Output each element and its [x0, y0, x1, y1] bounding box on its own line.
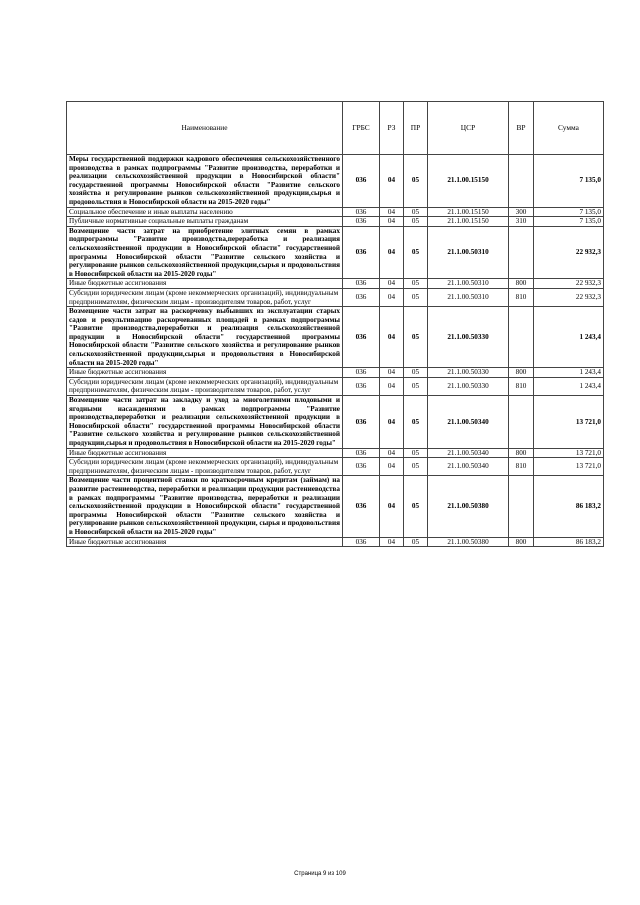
- cell-grbs: 036: [343, 377, 380, 395]
- cell-csr: 21.1.00.50330: [428, 377, 509, 395]
- cell-rz: 04: [380, 279, 404, 289]
- cell-sum: 13 721,0: [534, 458, 604, 476]
- cell-rz: 04: [380, 537, 404, 547]
- table-row: [67, 155, 604, 208]
- cell-rz: 04: [380, 155, 404, 208]
- budget-table: [66, 101, 604, 547]
- cell-name: Публичные нормативные социальные выплаты гражданам: [67, 217, 343, 227]
- cell-csr: 21.1.00.15150: [428, 207, 509, 217]
- cell-csr: 21.1.00.50310: [428, 226, 509, 279]
- cell-vr: [509, 307, 534, 368]
- table-row: [67, 307, 604, 368]
- table-row: [67, 288, 604, 306]
- table-row: [67, 377, 604, 395]
- cell-name: Возмещение части процентной ставки по краткосрочным кредитам (займам) на развитие растениеводства, переработки и реализации продукции растениеводства в рамках подпрограммы "Развитие производства, переработки и реализации сельскохозяйственной продукции в Новосибирской области" государственной программы Новосибирской области "Развитие сельского хозяйства и регулирование рынков сельскохозяйственной продукции, сырья и продовольствия в Новосибирской области на 2015-2020 годы": [67, 476, 343, 537]
- cell-vr: 800: [509, 279, 534, 289]
- cell-name: Возмещение части затрат на приобретение элитных семян в рамках подпрограммы "Развитие производства,переработка и реализация сельскохозяйственной продукции в Новосибирской области" государственной программы Новосибирской области "Развитие сельского хозяйства и регулирование рынков сельскохозяйственной продукции,сырья и продовольствия в Новосибирской области на 2015-2020 годы": [67, 226, 343, 279]
- cell-pr: 05: [404, 226, 428, 279]
- cell-pr: 05: [404, 396, 428, 449]
- cell-pr: 05: [404, 217, 428, 227]
- cell-grbs: 036: [343, 476, 380, 537]
- table-row: [67, 476, 604, 537]
- cell-sum: 7 135,0: [534, 155, 604, 208]
- cell-rz: 04: [380, 307, 404, 368]
- cell-grbs: 036: [343, 226, 380, 279]
- cell-csr: 21.1.00.50330: [428, 368, 509, 378]
- cell-name: Субсидии юридическим лицам (кроме некоммерческих организаций), индивидуальным предпринимателям, физическим лицам - производителям товаров, работ, услуг: [67, 377, 343, 395]
- cell-vr: 800: [509, 368, 534, 378]
- table-row: [67, 207, 604, 217]
- cell-name: Иные бюджетные ассигнования: [67, 537, 343, 547]
- cell-name: Иные бюджетные ассигнования: [67, 368, 343, 378]
- cell-name: Субсидии юридическим лицам (кроме некоммерческих организаций), индивидуальным предпринимателям, физическим лицам - производителям товаров, работ, услуг: [67, 288, 343, 306]
- cell-name: Субсидии юридическим лицам (кроме некоммерческих организаций), индивидуальным предпринимателям, физическим лицам - производителям товаров, работ, услуг: [67, 458, 343, 476]
- cell-rz: 04: [380, 226, 404, 279]
- table-body: [67, 155, 604, 547]
- cell-csr: 21.1.00.50340: [428, 396, 509, 449]
- header-sum: Сумма: [534, 102, 604, 155]
- header-vr: ВР: [509, 102, 534, 155]
- cell-vr: 800: [509, 448, 534, 458]
- header-rz: РЗ: [380, 102, 404, 155]
- cell-name: Возмещение части затрат на раскорчевку выбывших из эксплуатации старых садов и рекультивацию раскорчеванных площадей в рамках подпрограммы "Развитие производства,переработки и реализация сельскохозяйственной продукции в Новосибирской области" государственной программы Новосибирской области "Развитие сельского хозяйства и регулирование рынков сельскохозяйственной продукции,сырья и продовольствия в Новосибирской области на 2015-2020 годы": [67, 307, 343, 368]
- page-number: Страница 9 из 109: [294, 871, 346, 877]
- table-row: [67, 458, 604, 476]
- cell-sum: 22 932,3: [534, 226, 604, 279]
- cell-sum: 22 932,3: [534, 279, 604, 289]
- cell-csr: 21.1.00.50380: [428, 476, 509, 537]
- cell-name: Меры государственной поддержки кадрового обеспечения сельскохозяйственного производства в рамках подпрограммы "Развитие производства, переработки и реализации сельскохозяйственной продукции в Новосибирской области" государственной программы Новосибирской области "Развитие сельского хозяйства и регулирование рынков сельскохозяйственной продукции,сырья и продовольствия в Новосибирской области на 2015-2020 годы": [67, 155, 343, 208]
- cell-csr: 21.1.00.15150: [428, 155, 509, 208]
- cell-sum: 1 243,4: [534, 307, 604, 368]
- cell-vr: 300: [509, 207, 534, 217]
- cell-pr: 05: [404, 458, 428, 476]
- cell-grbs: 036: [343, 279, 380, 289]
- cell-sum: 1 243,4: [534, 377, 604, 395]
- cell-vr: 810: [509, 458, 534, 476]
- cell-csr: 21.1.00.50380: [428, 537, 509, 547]
- cell-csr: 21.1.00.50310: [428, 288, 509, 306]
- cell-sum: 86 183,2: [534, 476, 604, 537]
- cell-name: Иные бюджетные ассигнования: [67, 448, 343, 458]
- cell-sum: 13 721,0: [534, 448, 604, 458]
- cell-vr: 800: [509, 537, 534, 547]
- cell-vr: [509, 226, 534, 279]
- header-pr: ПР: [404, 102, 428, 155]
- cell-pr: 05: [404, 155, 428, 208]
- cell-sum: 86 183,2: [534, 537, 604, 547]
- table-row: [67, 368, 604, 378]
- table-row: [67, 226, 604, 279]
- cell-grbs: 036: [343, 368, 380, 378]
- table-row: [67, 448, 604, 458]
- cell-sum: 1 243,4: [534, 368, 604, 378]
- cell-csr: 21.1.00.15150: [428, 217, 509, 227]
- cell-pr: 05: [404, 307, 428, 368]
- cell-grbs: 036: [343, 155, 380, 208]
- cell-rz: 04: [380, 217, 404, 227]
- cell-pr: 05: [404, 288, 428, 306]
- cell-sum: 22 932,3: [534, 288, 604, 306]
- cell-rz: 04: [380, 368, 404, 378]
- cell-rz: 04: [380, 288, 404, 306]
- cell-pr: 05: [404, 377, 428, 395]
- header-name: Наименование: [67, 102, 343, 155]
- table-row: [67, 537, 604, 547]
- cell-rz: 04: [380, 458, 404, 476]
- cell-vr: [509, 476, 534, 537]
- cell-name: Возмещение части затрат на закладку и уход за многолетними плодовыми и ягодными насаждениями в рамках подпрограммы "Развитие производства,переработки и реализации сельскохозяйственной продукции в Новосибирской области" государственной программы Новосибирской области "Развитие сельского хозяйства и регулирование рынков сельскохозяйственной продукции,сырья и продовольствия в Новосибирской области на 2015-2020 годы": [67, 396, 343, 449]
- cell-name: Социальное обеспечение и иные выплаты населению: [67, 207, 343, 217]
- cell-grbs: 036: [343, 288, 380, 306]
- cell-pr: 05: [404, 368, 428, 378]
- cell-csr: 21.1.00.50340: [428, 458, 509, 476]
- cell-grbs: 036: [343, 396, 380, 449]
- cell-grbs: 036: [343, 307, 380, 368]
- cell-rz: 04: [380, 476, 404, 537]
- cell-rz: 04: [380, 396, 404, 449]
- cell-pr: 05: [404, 448, 428, 458]
- cell-grbs: 036: [343, 207, 380, 217]
- cell-vr: 310: [509, 217, 534, 227]
- cell-pr: 05: [404, 207, 428, 217]
- cell-csr: 21.1.00.50340: [428, 448, 509, 458]
- cell-pr: 05: [404, 537, 428, 547]
- cell-csr: 21.1.00.50310: [428, 279, 509, 289]
- cell-vr: 810: [509, 288, 534, 306]
- cell-grbs: 036: [343, 448, 380, 458]
- cell-grbs: 036: [343, 217, 380, 227]
- table-row: [67, 217, 604, 227]
- cell-sum: 7 135,0: [534, 217, 604, 227]
- table-row: [67, 279, 604, 289]
- cell-sum: 13 721,0: [534, 396, 604, 449]
- table-header-row: [67, 102, 604, 155]
- cell-csr: 21.1.00.50330: [428, 307, 509, 368]
- cell-sum: 7 135,0: [534, 207, 604, 217]
- cell-grbs: 036: [343, 458, 380, 476]
- cell-rz: 04: [380, 377, 404, 395]
- cell-vr: [509, 396, 534, 449]
- cell-vr: 810: [509, 377, 534, 395]
- header-grbs: ГРБС: [343, 102, 380, 155]
- cell-name: Иные бюджетные ассигнования: [67, 279, 343, 289]
- cell-pr: 05: [404, 279, 428, 289]
- cell-pr: 05: [404, 476, 428, 537]
- cell-vr: [509, 155, 534, 208]
- cell-rz: 04: [380, 448, 404, 458]
- header-csr: ЦСР: [428, 102, 509, 155]
- table-row: [67, 396, 604, 449]
- cell-rz: 04: [380, 207, 404, 217]
- cell-grbs: 036: [343, 537, 380, 547]
